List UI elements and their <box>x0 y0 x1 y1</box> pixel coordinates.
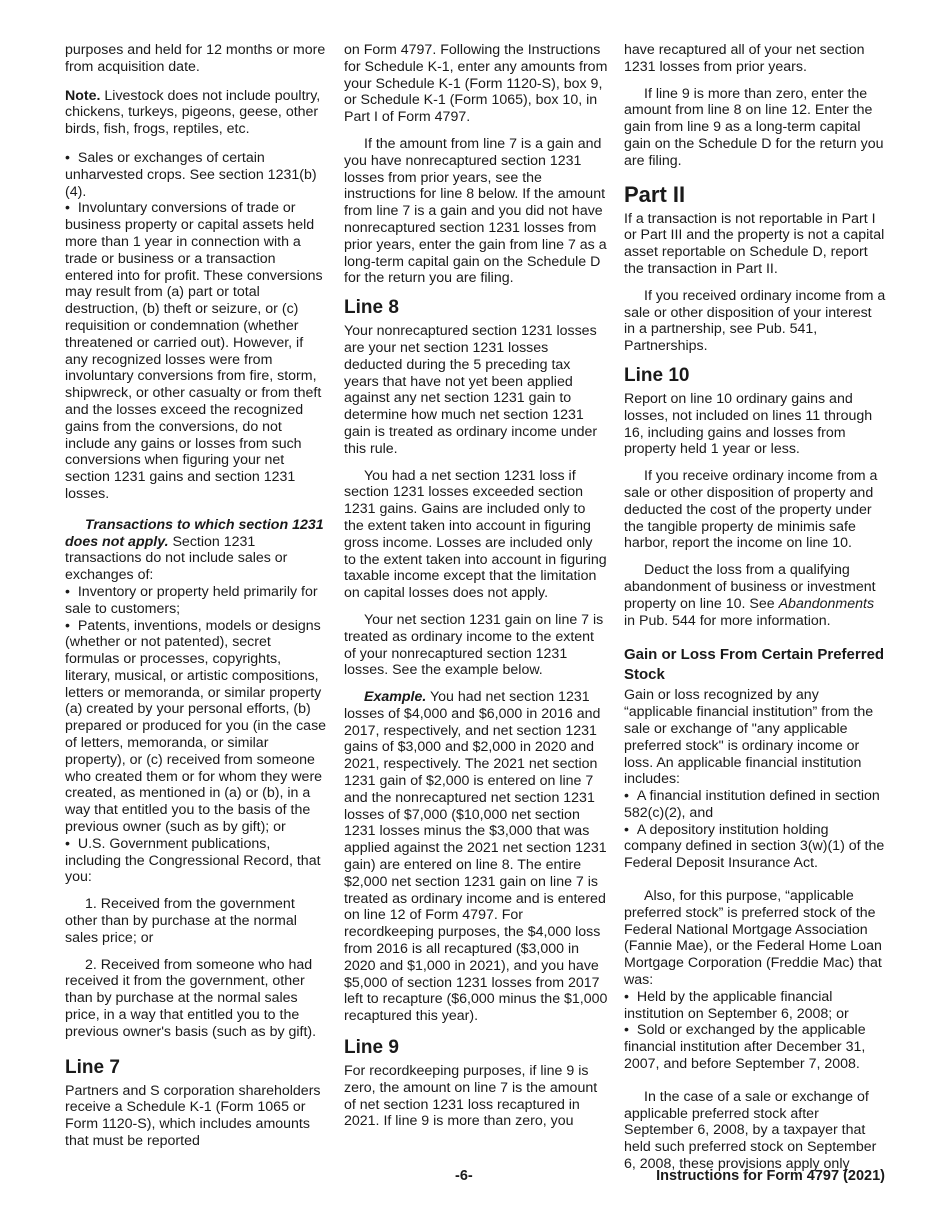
paragraph: Report on line 10 ordinary gains and losses, not included on lines 11 through 16, including gains and losses from property held 1 year or less. <box>624 390 873 458</box>
numbered-item: 2. Received from someone who had received it from the government, other than by purchase at the normal sales price, in a way that entitled you to the previous owner's basis (such as by gift). <box>65 956 317 1040</box>
paragraph: have recaptured all of your net section 1231 losses from prior years. <box>624 42 865 75</box>
bullet-item: • A financial institution defined in section 582(c)(2), and <box>624 788 886 822</box>
bullet-item: • Held by the applicable financial institution on September 6, 2008; or <box>624 989 886 1023</box>
bullet-item: • Involuntary conversions of trade or business property or capital assets held more than 1 year in connection with a trade or business or a transaction entered into for profit. These conversions may result from (a) part or total destruction, (b) theft or seizure, or (c) requisition or condemnation (whether threatened or carried out). However, if any recognized losses were from involuntary conversions from fire, storm, shipwreck, or other casualty or from theft and the losses exceed the recognized gains from the conversions, do not include any gains or losses from such conversions when figuring your net section 1231 gains and section 1231 losses. <box>65 200 327 502</box>
bullet-item: • Sales or exchanges of certain unharvested crops. See section 1231(b)(4). <box>65 150 327 200</box>
paragraph: Your net section 1231 gain on line 7 is treated as ordinary income to the extent of your nonrecaptured section 1231 losses. See the example below. <box>344 611 604 679</box>
paragraph: Your nonrecaptured section 1231 losses are your net section 1231 losses deducted during the 5 preceding tax years that have not yet been applied against any net section 1231 gain to determine how much net section 1231 gain is treated as ordinary income under this rule. <box>344 323 598 457</box>
example-label: Example. <box>364 689 427 706</box>
paragraph: on Form 4797. Following the Instructions for Schedule K-1, enter any amounts from your Schedule K-1 (Form 1120-S), box 9, or Schedule K-1 (Form 1065), box 10, in Part I of Form 4797. <box>344 42 608 126</box>
note-text: Livestock does not include poultry, chickens, turkeys, pigeons, geese, other birds, fish, frogs, reptiles, etc. <box>65 87 321 138</box>
line-7-heading: Line 7 <box>65 1056 120 1078</box>
abandonment-paragraph <box>624 562 886 629</box>
column-2 <box>344 42 608 1140</box>
paragraph: Also, for this purpose, “applicable preferred stock” is preferred stock of the Federal National Mortgage Association (Fannie Mae), or the Federal Home Loan Mortgage Corporation (Freddie Mac) that was: <box>624 888 882 989</box>
paragraph: If you received ordinary income from a sale or other disposition of your interest in a partnership, see Pub. 541, Partnerships. <box>624 287 886 355</box>
paragraph: Gain or loss recognized by any “applicable financial institution” from the sale or exchange of "any applicable preferred stock" is ordinary income or loss. An applicable financial institution includes: <box>624 687 874 788</box>
paragraph: Partners and S corporation shareholders receive a Schedule K-1 (Form 1065 or Form 1120-S), which includes amounts that must be reported <box>65 1082 321 1150</box>
paragraph: If a transaction is not reportable in Part I or Part III and the property is not a capital asset reportable on Schedule D, report the transaction in Part II. <box>624 210 885 277</box>
abandonments-italic: Abandonments <box>778 595 875 612</box>
bullet-item: • Inventory or property held primarily for sale to customers; <box>65 584 327 618</box>
numbered-item: 1. Received from the government other than by purchase at the normal sales price; or <box>65 896 297 946</box>
paragraph: If you receive ordinary income from a sale or other disposition of property and deducted the cost of the property under the tangible property de minimis safe harbor, report the income on line 10. <box>624 468 878 552</box>
paragraph: If the amount from line 7 is a gain and you have nonrecaptured section 1231 losses from prior years, see the instructions for line 8 below. If the amount from line 7 is a gain and you did not have nonrecaptured section 1231 losses from prior years, enter the gain from line 7 as a long-term capital gain on the Schedule D for the return you are filing. <box>344 135 607 287</box>
bullet-item: • Sold or exchanged by the applicable financial institution after December 31, 2007, and before September 7, 2008. <box>624 1022 886 1072</box>
example-text: You had net section 1231 losses of $4,000 and $6,000 in 2016 and 2017, respectively, and net section 1231 gains of $3,000 and $2,000 in 2020 and 2021, respectively. The 2021 net section 1231 gain of $2,000 is entered on line 7 and the nonrecaptured net section 1231 losses of $7,000 ($10,000 net section 1231 losses minus the $3,000 that was applied against the 2021 net section 1231 gain) are entered on line 8. The entire $2,000 net section 1231 gain on line 7 is treated as ordinary income and is entered on line 12 of Form 4797. For recordkeeping purposes, the $4,000 loss from 2016 is all recaptured ($3,000 in 2020 and $1,000 in 2021), and you have $5,000 of section 1231 losses from 2017 left to recapture ($6,000 minus the $1,000 recaptured this year). <box>344 689 608 1025</box>
transactions-paragraph <box>65 517 327 584</box>
abandonment-text-post: in Pub. 544 for more information. <box>624 612 831 629</box>
bullet-item: • U.S. Government publications, including the Congressional Record, that you: <box>65 836 327 886</box>
line-10-heading: Line 10 <box>624 364 690 386</box>
paragraph: In the case of a sale or exchange of applicable preferred stock after September 6, 2008, by a taxpayer that held such preferred stock on September 6, 2008, these provisions apply only <box>624 1088 877 1173</box>
note-paragraph <box>65 88 327 138</box>
paragraph: purposes and held for 12 months or more from acquisition date. <box>65 42 326 75</box>
preferred-stock-heading: Gain or Loss From Certain Preferred Stock <box>624 646 885 684</box>
abandonment-text-pre: Deduct the loss from a qualifying abandonment of business or investment property on line 10. See <box>624 562 876 612</box>
paragraph: If line 9 is more than zero, enter the amount from line 8 on line 12. Enter the gain from line 9 as a long-term capital gain on the Schedule D for the return you are filing. <box>624 85 884 169</box>
part-2-heading: Part II <box>624 181 686 207</box>
note-label: Note. <box>65 87 101 104</box>
form-title-footer: Instructions for Form 4797 (2021) <box>656 1168 885 1184</box>
paragraph: You had a net section 1231 loss if section 1231 losses exceeded section 1231 gains. Gains are included only to the extent taken into account in figuring gross income. Losses are included only to the extent taken into account in figuring taxable income except that the limitation on capital losses does not apply. <box>344 467 607 602</box>
paragraph: For recordkeeping purposes, if line 9 is zero, the amount on line 7 is the amount of net section 1231 loss recaptured in 2021. If line 9 is more than zero, you <box>344 1063 598 1130</box>
column-3 <box>624 42 886 1183</box>
example-paragraph <box>344 689 608 1025</box>
line-8-heading: Line 8 <box>344 297 399 319</box>
transactions-text: Section 1231 transactions do not include sales or exchanges of: <box>65 533 288 584</box>
line-9-heading: Line 9 <box>344 1037 399 1059</box>
bullet-item: • Patents, inventions, models or designs (whether or not patented), secret formulas or processes, copyrights, literary, musical, or artistic compositions, letters or memoranda, or similar property (a) created by your personal efforts, (b) prepared or produced for you (in the case of letters, memoranda, or similar property), or (c) received from someone who created them or for whom they were created, as mentioned in (a) or (b), in a way that entitled you to the basis of the previous owner (such as by gift); or <box>65 618 327 836</box>
transactions-label: Transactions to which section 1231 does not apply. <box>65 516 324 550</box>
page-number: -6- <box>455 1168 473 1184</box>
column-1 <box>65 42 327 1160</box>
bullet-item: • A depository institution holding company defined in section 3(w)(1) of the Federal Deposit Insurance Act. <box>624 822 886 872</box>
